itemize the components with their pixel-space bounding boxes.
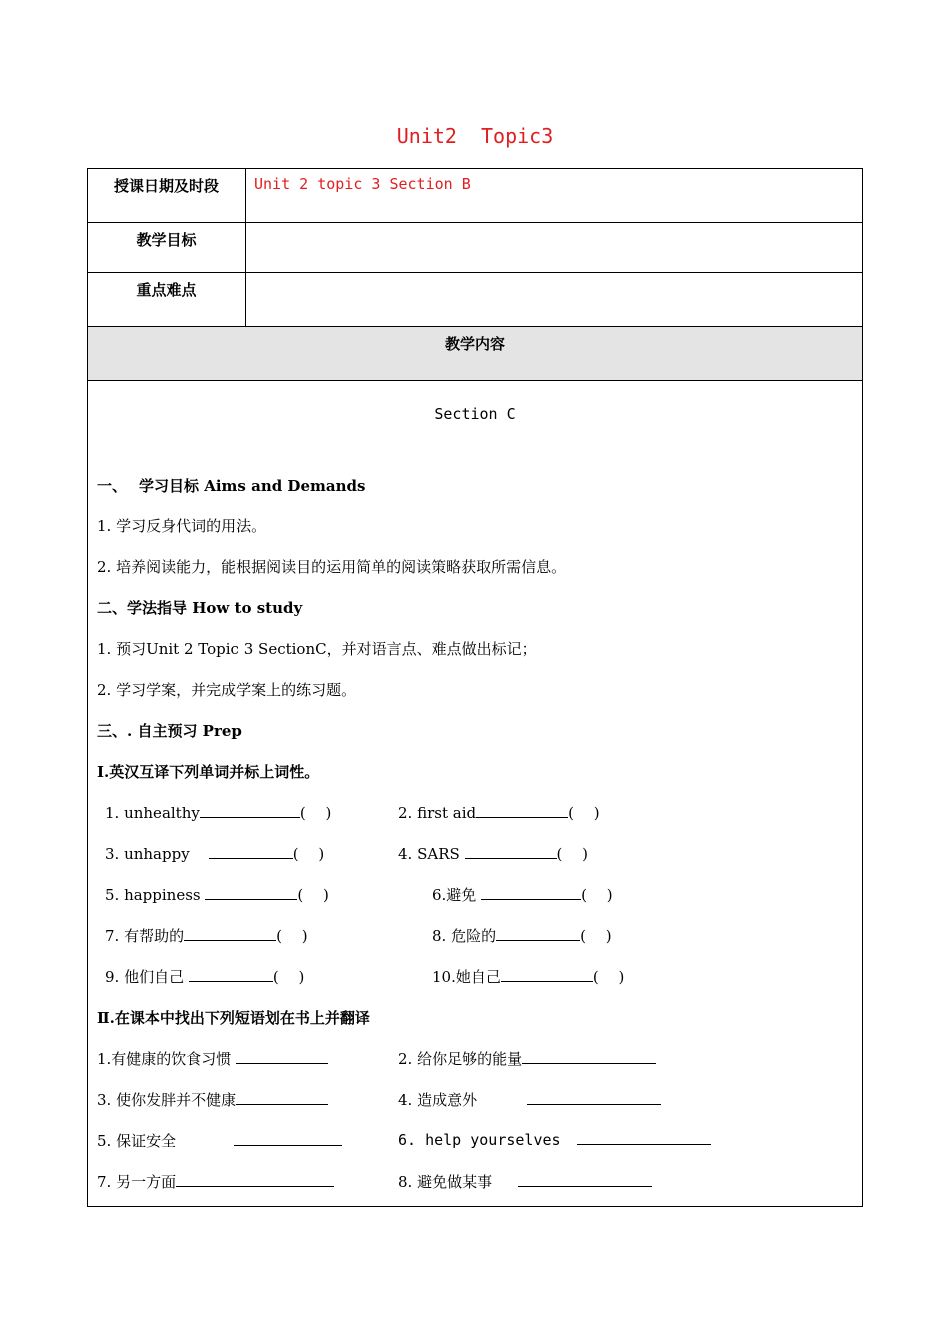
answer-blank[interactable] <box>176 1172 334 1187</box>
answer-blank[interactable] <box>236 1049 328 1064</box>
date-label: 授课日期及时段 <box>88 169 246 223</box>
part2-item-1: 1. 预习Unit 2 Topic 3 SectionC，并对语言点、难点做出标记； <box>97 640 537 658</box>
ex1-item: 4. SARS ( ) <box>398 845 589 863</box>
answer-blank[interactable] <box>184 926 276 941</box>
ex2-item: 4. 造成意外 <box>398 1089 661 1110</box>
keypoints-value <box>246 273 863 327</box>
part2-heading: 二、学法指导 How to study <box>97 599 303 617</box>
answer-blank[interactable] <box>200 803 300 818</box>
ex1-item: 6.避免 ( ) <box>432 886 613 904</box>
answer-blank[interactable] <box>209 844 293 859</box>
ex1-item: 3. unhappy ( ) <box>105 845 325 863</box>
answer-blank[interactable] <box>205 885 297 900</box>
ex2-item: 2. 给你足够的能量 <box>398 1048 656 1069</box>
page-title <box>0 124 950 148</box>
table-row <box>88 327 863 381</box>
answer-blank[interactable] <box>481 885 581 900</box>
keypoints-label: 重点难点 <box>88 273 246 327</box>
table-row <box>88 381 863 1207</box>
ex1-item: 1. unhealthy ( ) <box>105 804 332 822</box>
answer-blank[interactable] <box>496 926 580 941</box>
table-row <box>88 273 863 327</box>
ex1-item: 7. 有帮助的 ( ) <box>105 927 308 945</box>
answer-blank[interactable] <box>518 1172 652 1187</box>
section-title: Section C <box>434 405 516 423</box>
answer-blank[interactable] <box>522 1049 656 1064</box>
part1-heading: 学习目标 Aims and Demands <box>139 477 366 495</box>
part2-item-2: 2. 学习学案，并完成学案上的练习题。 <box>97 681 357 699</box>
objectives-value <box>246 223 863 273</box>
answer-blank[interactable] <box>189 967 273 982</box>
ex2-item: 6. help yourselves <box>398 1130 711 1149</box>
lesson-table <box>87 168 863 1207</box>
ex2-item: 7. 另一方面 <box>97 1171 334 1192</box>
answer-blank[interactable] <box>501 967 593 982</box>
answer-blank[interactable] <box>577 1130 711 1145</box>
title-unit: Unit2 <box>396 124 457 148</box>
ex1-item: 9. 他们自己 ( ) <box>105 968 305 986</box>
answer-blank[interactable] <box>465 844 557 859</box>
answer-blank[interactable] <box>476 803 568 818</box>
content-body <box>88 381 863 1207</box>
title-topic: Topic3 <box>481 124 554 148</box>
part1-item-1: 1. 学习反身代词的用法。 <box>97 517 267 535</box>
ex1-item: 10.她自己 ( ) <box>432 968 625 986</box>
ex1-item: 5. happiness ( ) <box>105 886 329 904</box>
date-value: Unit 2 topic 3 Section B <box>246 169 863 223</box>
ex1-item: 2. first aid ( ) <box>398 804 600 822</box>
ex2-item: 8. 避免做某事 <box>398 1171 652 1192</box>
part3-heading: 三、. 自主预习 Prep <box>97 722 242 740</box>
answer-blank[interactable] <box>527 1090 661 1105</box>
part1-item-2: 2. 培养阅读能力，能根据阅读目的运用简单的阅读策略获取所需信息。 <box>97 558 567 576</box>
answer-blank[interactable] <box>234 1131 342 1146</box>
ex2-item: 5. 保证安全 <box>97 1130 342 1151</box>
ex1-item: 8. 危险的 ( ) <box>432 927 612 945</box>
ex2-item: 1.有健康的饮食习惯 <box>97 1048 328 1069</box>
exercise2-heading: Ⅱ.在课本中找出下列短语划在书上并翻译 <box>97 1009 370 1027</box>
answer-blank[interactable] <box>236 1090 328 1105</box>
objectives-label: 教学目标 <box>88 223 246 273</box>
table-row <box>88 169 863 223</box>
exercise1-heading: Ⅰ.英汉互译下列单词并标上词性。 <box>97 763 320 781</box>
ex2-item: 3. 使你发胖并不健康 <box>97 1089 328 1110</box>
content-header: 教学内容 <box>88 327 863 381</box>
part1-heading-num: 一、 <box>97 477 128 495</box>
table-row <box>88 223 863 273</box>
